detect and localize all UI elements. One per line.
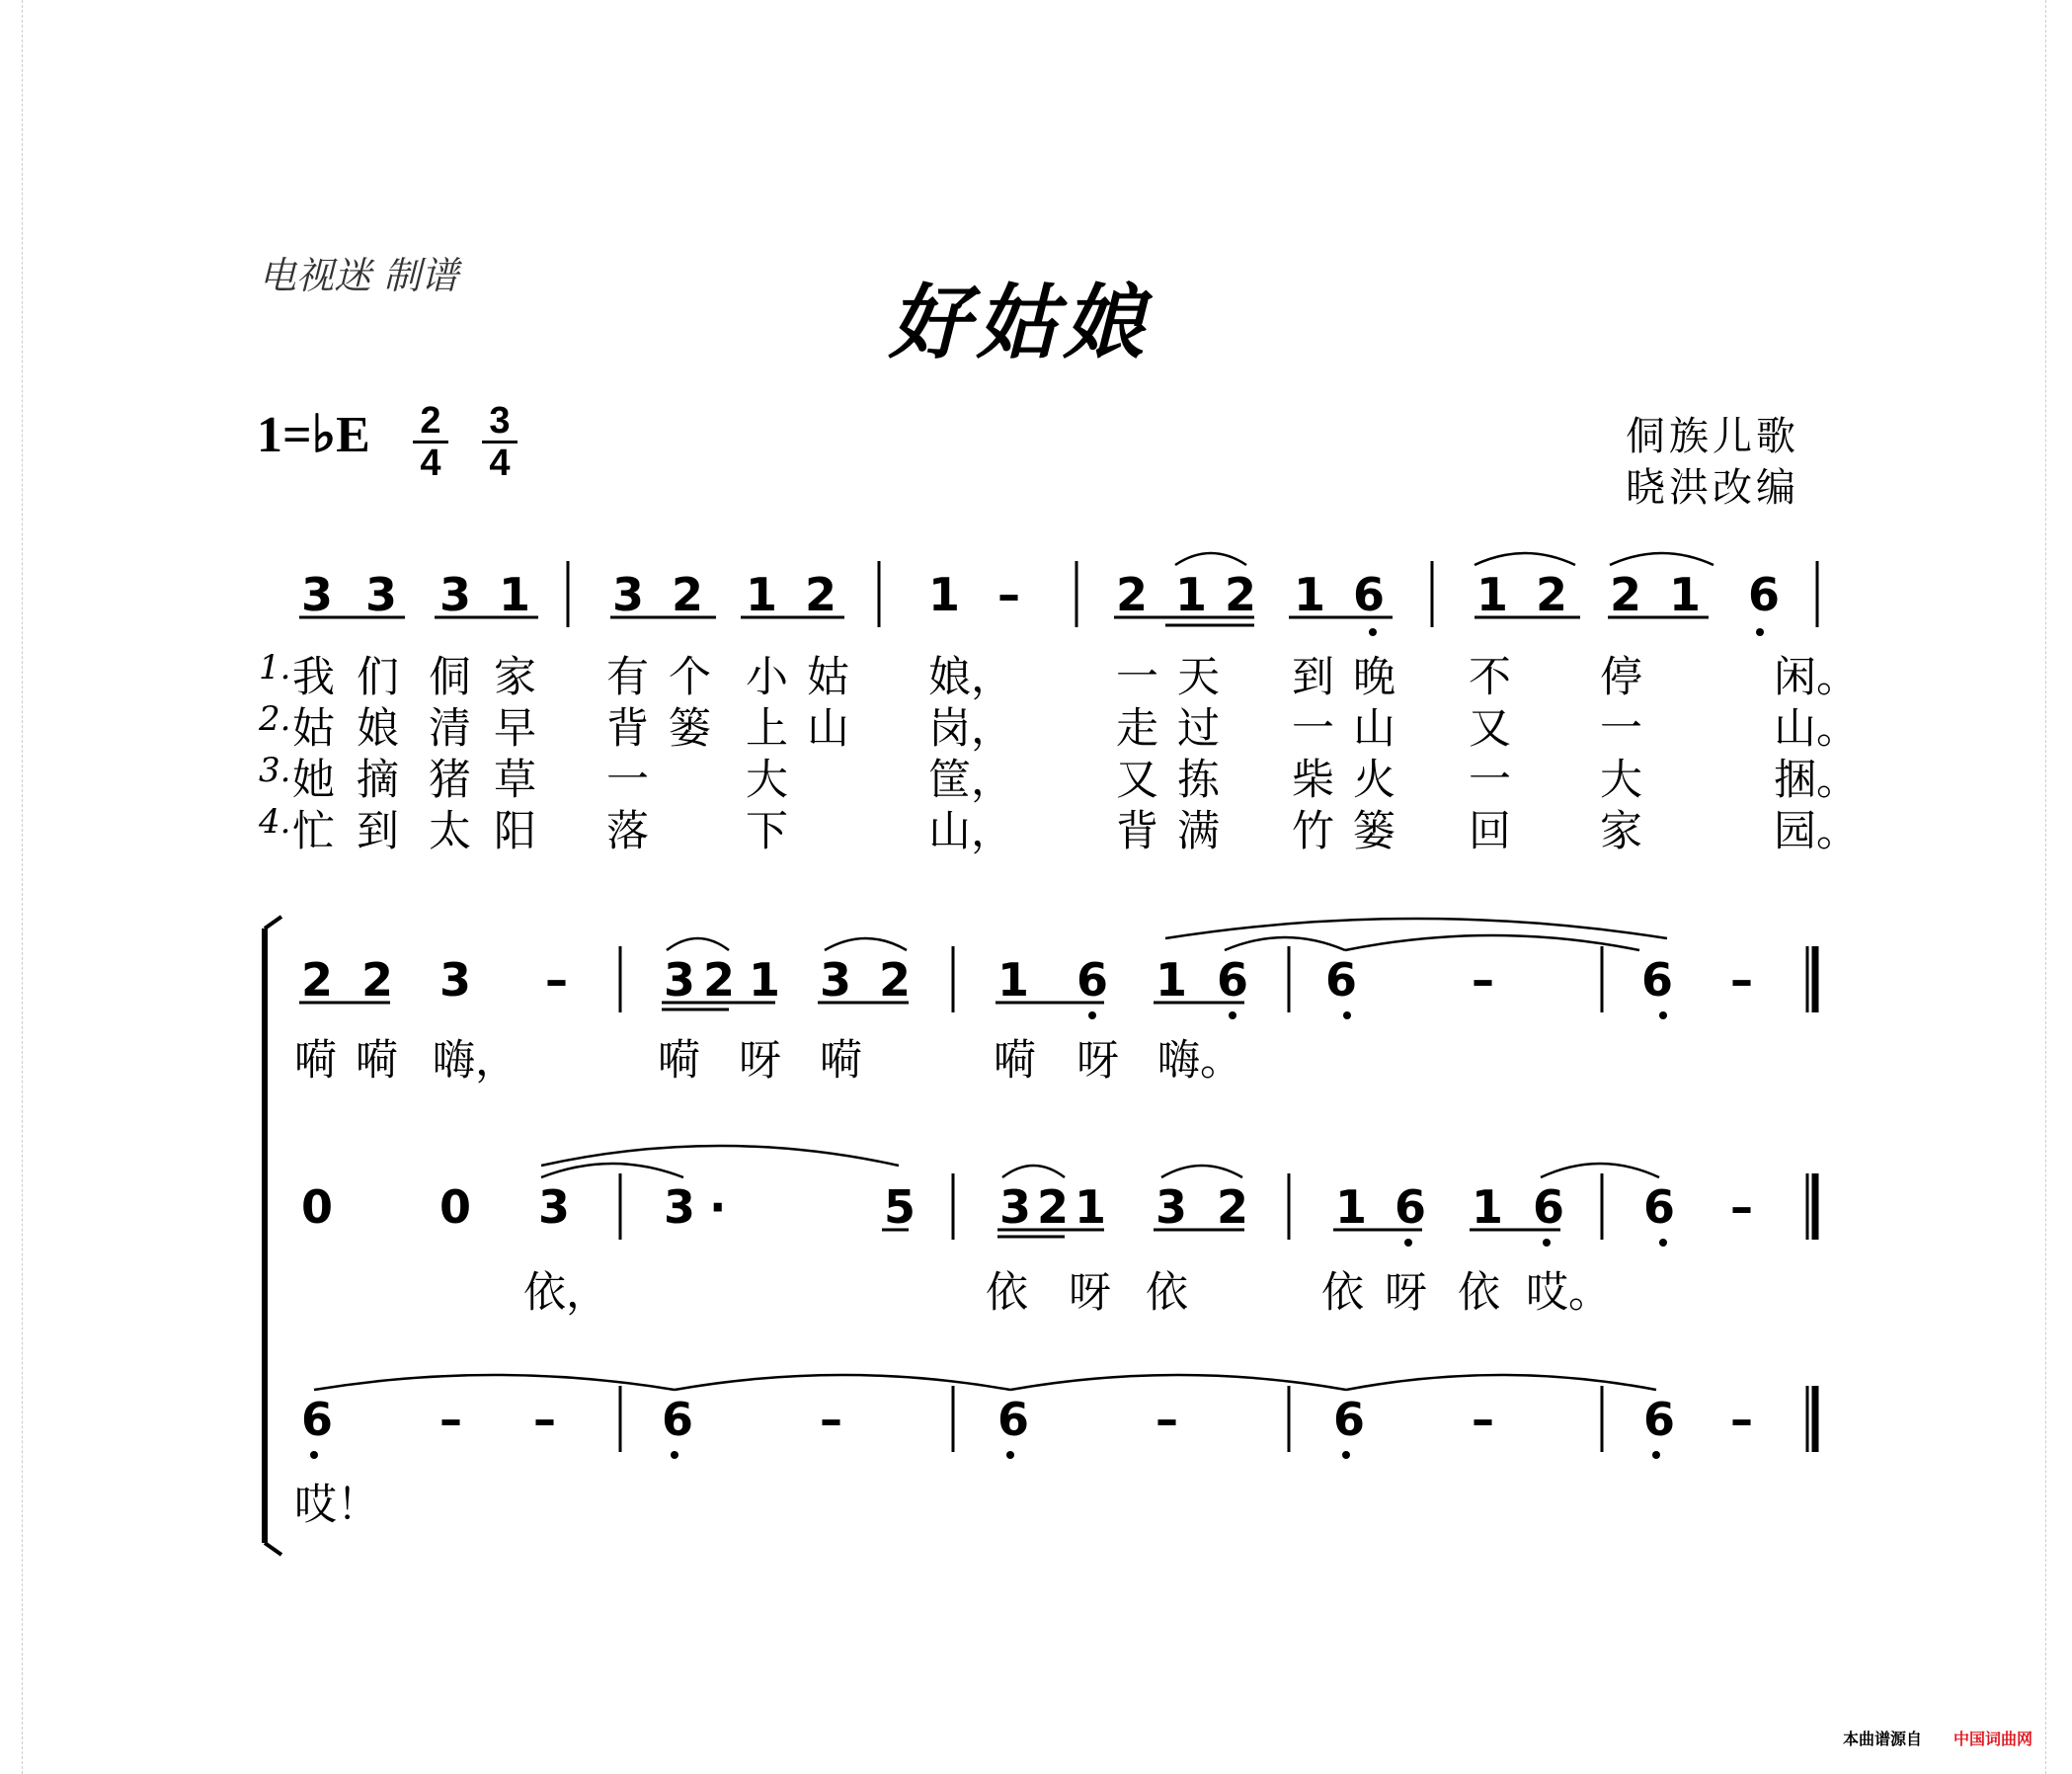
note: 3 <box>664 953 696 1007</box>
time-sig-numerator: 2 <box>420 400 441 442</box>
note: 1 <box>1175 568 1208 621</box>
lyric-syllable: 嗬 <box>294 1036 337 1086</box>
tie <box>675 1375 1010 1390</box>
lyric-syllable: 山 <box>1353 704 1395 754</box>
lyric-syllable: 依 <box>1458 1268 1500 1318</box>
lyric-syllable: 家 <box>1600 807 1642 856</box>
octave-dot <box>1756 628 1764 636</box>
octave-dot <box>1404 1239 1412 1247</box>
note: 3 <box>999 1180 1032 1234</box>
note: 2 <box>1536 568 1568 621</box>
lyric-syllable: 太 <box>429 807 471 856</box>
note: 2 <box>805 568 837 621</box>
note: 3 <box>301 568 334 621</box>
lyric-syllable: 呀 <box>739 1036 781 1086</box>
octave-dot <box>1343 1011 1351 1019</box>
lyric-syllable: 嗬 <box>820 1036 862 1086</box>
lyric-syllable: 下 <box>746 807 788 856</box>
note: 5 <box>884 1180 916 1234</box>
note: 2 <box>361 953 394 1007</box>
note: – <box>545 953 568 1007</box>
lyric-syllable: 们 <box>357 653 399 702</box>
note: 1 <box>997 953 1030 1007</box>
lyric-syllable: 到 <box>357 807 399 856</box>
note: 6 <box>1333 1393 1366 1446</box>
note: 1 <box>1335 1180 1368 1234</box>
note: 1 <box>928 568 961 621</box>
verse-number: 3. <box>259 751 291 790</box>
lyric-syllable: 一 <box>1469 756 1511 805</box>
lyric-syllable: 一 <box>606 756 649 805</box>
lyric-syllable: 停 <box>1600 653 1642 702</box>
note: 6 <box>1325 953 1358 1007</box>
note: 6 <box>1643 1393 1676 1446</box>
lyric-syllable: 山 <box>807 704 849 754</box>
note: 3 <box>439 953 472 1007</box>
note: 1 <box>746 568 778 621</box>
octave-dot <box>1006 1451 1014 1459</box>
lyric-syllable: 背 <box>1116 807 1158 856</box>
lyric-syllable: 摘 <box>357 756 399 805</box>
slur <box>1165 919 1667 938</box>
lyric-syllable: 柴 <box>1292 756 1334 805</box>
time-sig-numerator: 3 <box>489 400 511 442</box>
tie <box>541 1164 683 1177</box>
slur <box>1002 1166 1065 1177</box>
lyric-syllable: 山。 <box>1774 704 1859 754</box>
lyric-syllable: 嗬 <box>356 1036 398 1086</box>
lyric-syllable: 阳 <box>494 807 536 856</box>
lyric-syllable: 有 <box>606 653 649 702</box>
note: – <box>1472 1393 1494 1446</box>
note: – <box>1472 953 1494 1007</box>
octave-dot <box>1543 1239 1551 1247</box>
note: 2 <box>1610 568 1642 621</box>
lyric-syllable: 忙 <box>292 807 335 856</box>
lyric-syllable: 闲。 <box>1774 653 1859 702</box>
note: · <box>709 1180 727 1234</box>
note: 6 <box>997 1393 1030 1446</box>
lyric-syllable: 一 <box>1292 704 1334 754</box>
note: 3 <box>612 568 645 621</box>
note: 1 <box>1294 568 1326 621</box>
lyric-syllable: 篓 <box>1353 807 1395 856</box>
slur <box>1161 1166 1242 1177</box>
note: 2 <box>301 953 334 1007</box>
lyric-syllable: 大 <box>1600 756 1642 805</box>
lyric-syllable: 拣 <box>1177 756 1220 805</box>
note: 3 <box>1156 1180 1188 1234</box>
slur <box>1610 553 1713 565</box>
note: 6 <box>1076 953 1109 1007</box>
tie <box>1225 937 1345 950</box>
lyric-syllable: 依， <box>523 1268 608 1318</box>
lyric-syllable: 岗， <box>928 704 1013 754</box>
lyric-syllable: 猪 <box>429 756 471 805</box>
note: 3 <box>439 568 472 621</box>
lyric-syllable: 呀 <box>1385 1268 1427 1318</box>
octave-dot <box>1659 1239 1667 1247</box>
note: 3 <box>820 953 852 1007</box>
note: 1 <box>1075 1180 1107 1234</box>
lyric-syllable: 嗨， <box>433 1036 518 1086</box>
song-title: 好姑娘 <box>889 276 1150 370</box>
score-maker: 电视迷 制谱 <box>259 254 459 297</box>
note: 1 <box>1476 568 1509 621</box>
footer-source-label: 本曲谱源自 <box>1843 1730 1923 1748</box>
lyric-syllable: 捆。 <box>1774 756 1859 805</box>
lyric-syllable: 落 <box>606 807 649 856</box>
note: 6 <box>301 1393 334 1446</box>
lyric-syllable: 晚 <box>1353 653 1395 702</box>
note: – <box>439 1393 462 1446</box>
lyric-syllable: 过 <box>1177 704 1220 754</box>
note: – <box>820 1393 842 1446</box>
note: 2 <box>703 953 736 1007</box>
time-sig-denominator: 4 <box>489 443 511 484</box>
note: 3 <box>538 1180 571 1234</box>
note: 1 <box>749 953 781 1007</box>
note: 6 <box>1533 1180 1565 1234</box>
note: 1 <box>1156 953 1188 1007</box>
lyric-syllable: 姑 <box>292 704 335 754</box>
octave-dot <box>1659 1011 1667 1019</box>
octave-dot <box>1229 1011 1236 1019</box>
lyric-syllable: 侗 <box>429 653 471 702</box>
lyric-syllable: 她 <box>292 756 335 805</box>
lyric-syllable: 哎！ <box>294 1481 379 1530</box>
lyric-syllable: 满 <box>1177 807 1220 856</box>
slur <box>1175 553 1246 565</box>
lyric-syllable: 家 <box>494 653 536 702</box>
note: – <box>1730 1393 1753 1446</box>
credit-arranger: 晓洪改编 <box>1626 465 1799 511</box>
verse-number: 1. <box>259 648 291 687</box>
lyric-syllable: 呀 <box>1069 1268 1111 1318</box>
lyric-syllable: 我 <box>292 653 335 702</box>
octave-dot <box>310 1451 318 1459</box>
note: 1 <box>1669 568 1702 621</box>
octave-dot <box>1088 1011 1096 1019</box>
lyric-syllable: 依 <box>1321 1268 1364 1318</box>
lyric-syllable: 篓 <box>669 704 711 754</box>
lyric-syllable: 天 <box>1177 653 1220 702</box>
slur <box>541 1146 899 1166</box>
octave-dot <box>1369 628 1377 636</box>
note: – <box>997 568 1020 621</box>
note: 2 <box>1225 568 1257 621</box>
lyric-syllable: 草 <box>494 756 536 805</box>
note: 0 <box>439 1180 472 1234</box>
lyric-syllable: 回 <box>1469 807 1511 856</box>
footer-source-site: 中国词曲网 <box>1953 1730 2033 1748</box>
lyric-syllable: 嗬 <box>658 1036 700 1086</box>
lyric-syllable: 竹 <box>1292 807 1334 856</box>
lyric-syllable: 上 <box>746 704 788 754</box>
lyric-syllable: 清 <box>429 704 471 754</box>
octave-dot <box>1652 1451 1660 1459</box>
note: 1 <box>499 568 531 621</box>
note: 6 <box>662 1393 694 1446</box>
lyric-syllable: 山， <box>928 807 1013 856</box>
slur <box>825 938 907 950</box>
lyric-syllable: 个 <box>669 653 711 702</box>
note: 6 <box>1353 568 1386 621</box>
note: 6 <box>1641 953 1674 1007</box>
note: 0 <box>301 1180 334 1234</box>
lyric-syllable: 园。 <box>1774 807 1859 856</box>
lyric-syllable: 到 <box>1292 653 1334 702</box>
verse-number: 4. <box>259 802 291 842</box>
note: 3 <box>664 1180 696 1234</box>
lyric-syllable: 火 <box>1353 756 1395 805</box>
note: – <box>1156 1393 1178 1446</box>
credit-origin: 侗族儿歌 <box>1626 414 1799 459</box>
note: 6 <box>1395 1180 1427 1234</box>
note: 2 <box>1116 568 1149 621</box>
brace <box>265 917 281 928</box>
key-signature: 1=♭E <box>257 407 370 463</box>
verse-number: 2. <box>259 699 291 739</box>
octave-dot <box>671 1451 678 1459</box>
note: 6 <box>1643 1180 1676 1234</box>
octave-dot <box>1342 1451 1350 1459</box>
lyric-syllable: 嗨。 <box>1157 1036 1242 1086</box>
lyric-syllable: 嗬 <box>994 1036 1036 1086</box>
lyric-syllable: 依 <box>1146 1268 1188 1318</box>
lyric-syllable: 一 <box>1600 704 1642 754</box>
brace <box>265 1543 281 1555</box>
note: – <box>1730 953 1753 1007</box>
lyric-syllable: 呀 <box>1076 1036 1119 1086</box>
slur <box>1474 553 1575 565</box>
lyric-syllable: 依 <box>986 1268 1028 1318</box>
lyric-syllable: 娘 <box>357 704 399 754</box>
tie <box>1346 1375 1656 1390</box>
note: 1 <box>1472 1180 1504 1234</box>
lyric-syllable: 大 <box>746 756 788 805</box>
lyric-syllable: 哎。 <box>1526 1268 1611 1318</box>
note: – <box>533 1393 556 1446</box>
note: 2 <box>672 568 704 621</box>
lyric-syllable: 走 <box>1116 704 1158 754</box>
lyric-syllable: 一 <box>1116 653 1158 702</box>
lyric-syllable: 又 <box>1116 756 1158 805</box>
note: 6 <box>1217 953 1249 1007</box>
note: 2 <box>1217 1180 1249 1234</box>
note: 2 <box>1037 1180 1070 1234</box>
lyric-syllable: 娘， <box>928 653 1013 702</box>
lyric-syllable: 背 <box>606 704 649 754</box>
lyric-syllable: 姑 <box>807 653 849 702</box>
tie <box>1345 935 1639 950</box>
lyric-syllable: 不 <box>1469 653 1511 702</box>
lyric-syllable: 小 <box>746 653 788 702</box>
tie <box>1010 1375 1346 1390</box>
time-sig-denominator: 4 <box>420 443 441 484</box>
tie <box>1541 1164 1659 1177</box>
lyric-syllable: 又 <box>1469 704 1511 754</box>
note: 6 <box>1748 568 1781 621</box>
lyric-syllable: 筐， <box>928 756 1013 805</box>
note: – <box>1730 1180 1753 1234</box>
slur <box>667 938 729 950</box>
note: 2 <box>879 953 912 1007</box>
lyric-syllable: 早 <box>494 704 536 754</box>
note: 3 <box>365 568 398 621</box>
